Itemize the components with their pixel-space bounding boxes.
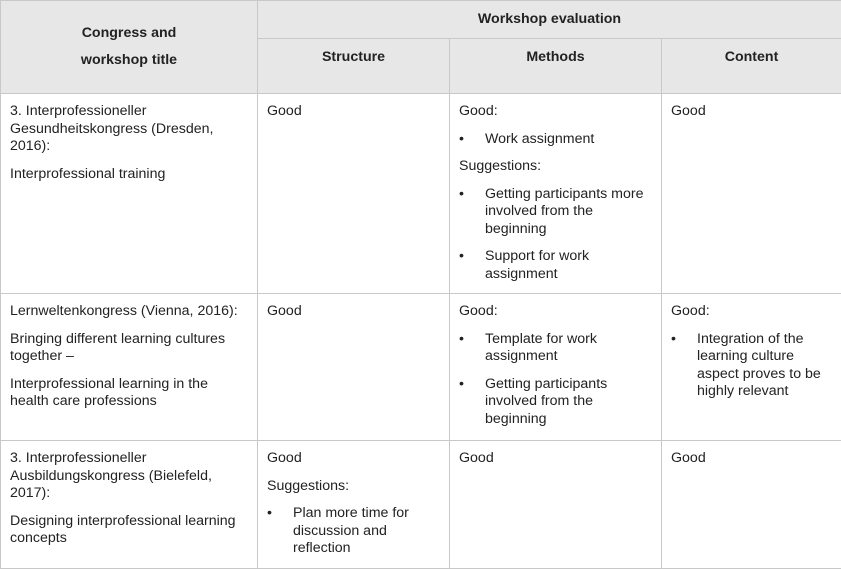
list-item	[459, 248, 653, 283]
list-item-text: Getting participants involved from the beginning	[485, 375, 608, 427]
suggestions-list	[267, 505, 441, 558]
good-list	[671, 331, 833, 401]
methods-header: Methods	[450, 39, 662, 94]
workshop-title: Designing interprofessional learning concepts	[10, 512, 236, 546]
structure-cell	[258, 94, 450, 294]
header-row-top	[1, 1, 841, 39]
methods-cell	[450, 94, 662, 294]
structure-header: Structure	[258, 39, 450, 94]
list-item	[671, 331, 833, 401]
content-cell	[662, 441, 841, 569]
list-item-text: Support for work assignment	[485, 248, 590, 282]
list-item	[267, 505, 441, 558]
suggestions-label: Suggestions:	[267, 477, 350, 494]
bullet-icon: •	[459, 130, 464, 147]
bullet-icon: •	[671, 330, 676, 347]
congress-header-line1: Congress and	[81, 25, 177, 41]
content-header: Content	[662, 39, 841, 94]
good-label: Good:	[459, 103, 498, 119]
good-label: Good	[267, 450, 302, 466]
list-item-text: Getting participants more involved from the beginning	[485, 185, 644, 237]
workshop-title: Bringing different learning cultures together –	[10, 330, 226, 364]
content-cell	[662, 94, 841, 294]
list-item	[459, 376, 653, 429]
list-item-text: Plan more time for discussion and reflection	[293, 505, 409, 556]
good-list	[459, 331, 653, 429]
rating-text: Good	[459, 450, 494, 466]
good-label: Good:	[671, 303, 710, 319]
rating-text: Good	[671, 103, 706, 119]
list-item	[459, 186, 653, 239]
congress-header	[1, 1, 258, 94]
rating-text: Good	[267, 303, 302, 319]
workshop-title: Interprofessional learning in the health care professions	[10, 375, 208, 409]
congress-cell	[1, 441, 258, 569]
congress-name: 3. Interprofessioneller Gesundheitskongress (Dresden, 2016):	[10, 103, 214, 154]
congress-header-line2: workshop title	[80, 52, 178, 68]
table-row	[1, 441, 841, 569]
rating-text: Good	[267, 103, 302, 119]
content-cell	[662, 294, 841, 441]
methods-cell	[450, 294, 662, 441]
bullet-icon: •	[459, 248, 464, 264]
list-item-text: Work assignment	[485, 130, 595, 147]
bullet-icon: •	[459, 185, 464, 202]
bullet-icon: •	[459, 330, 464, 347]
good-label: Good:	[459, 303, 498, 319]
list-item-text: Template for work assignment	[485, 330, 597, 364]
congress-name: 3. Interprofessioneller Ausbildungskongress (Bielefeld, 2017):	[10, 450, 212, 501]
list-item-text: Integration of the learning culture aspect proves to be highly relevant	[697, 330, 821, 399]
good-list	[459, 131, 653, 149]
bullet-icon: •	[459, 375, 464, 392]
list-item	[459, 131, 653, 149]
table-row	[1, 294, 841, 441]
table-row	[1, 94, 841, 294]
workshop-title: Interprofessional training	[10, 165, 166, 182]
rating-text: Good	[671, 450, 706, 466]
workshop-evaluation-header: Workshop evaluation	[258, 1, 841, 39]
list-item	[459, 331, 653, 366]
congress-name: Lernweltenkongress (Vienna, 2016):	[10, 303, 238, 319]
bullet-icon: •	[267, 505, 272, 521]
suggestions-list	[459, 186, 653, 284]
congress-cell	[1, 294, 258, 441]
structure-cell	[258, 441, 450, 569]
structure-cell	[258, 294, 450, 441]
congress-cell	[1, 94, 258, 294]
suggestions-label: Suggestions:	[459, 158, 542, 174]
methods-cell	[450, 441, 662, 569]
